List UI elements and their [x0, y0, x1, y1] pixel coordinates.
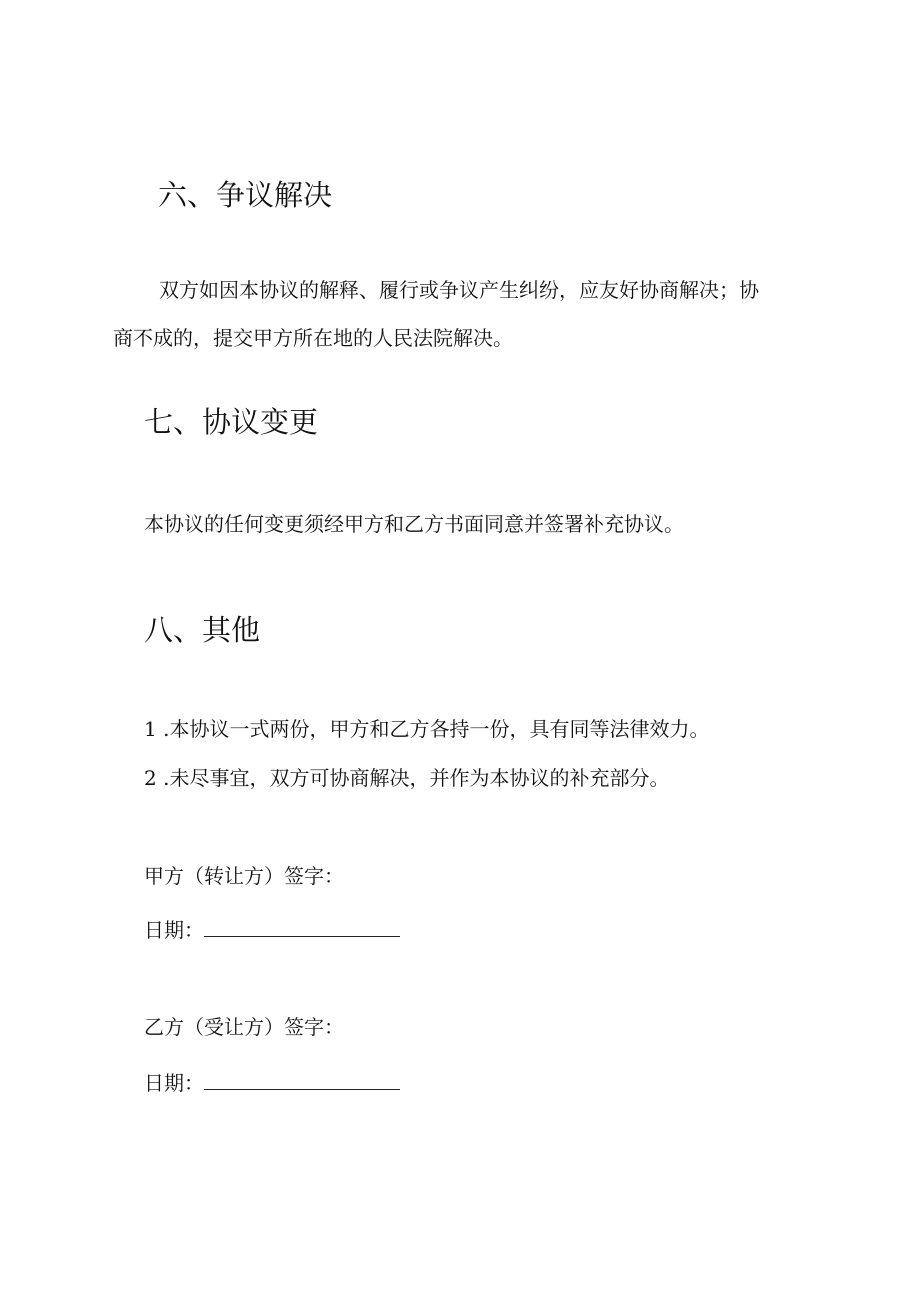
party-b-date-row	[144, 1068, 400, 1098]
party-b-date-label: 日期：	[144, 1071, 204, 1095]
party-b-date-blank[interactable]	[204, 1069, 400, 1090]
party-a-date-row	[144, 915, 400, 945]
party-a-date-label: 日期：	[144, 918, 204, 942]
section-heading-agreement-change: 七、协议变更	[144, 405, 319, 439]
section-heading-other: 八、其他	[144, 613, 261, 647]
party-a-signature-label: 甲方（转让方）签字：	[144, 864, 344, 888]
dispute-paragraph-line-2: 商不成的，提交甲方所在地的人民法院解决。	[113, 326, 513, 350]
section-heading-dispute-resolution: 六、争议解决	[158, 178, 333, 212]
party-a-date-blank[interactable]	[204, 916, 400, 937]
agreement-change-paragraph: 本协议的任何变更须经甲方和乙方书面同意并签署补充协议。	[144, 512, 684, 536]
other-item-1: 1 .本协议一式两份，甲方和乙方各持一份，具有同等法律效力。	[144, 717, 710, 741]
party-b-signature-label: 乙方（受让方）签字：	[144, 1015, 344, 1039]
other-item-2: 2 .未尽事宜，双方可协商解决，并作为本协议的补充部分。	[144, 766, 670, 790]
dispute-paragraph-line-1: 双方如因本协议的解释、履行或争议产生纠纷，应友好协商解决；协	[159, 278, 759, 302]
